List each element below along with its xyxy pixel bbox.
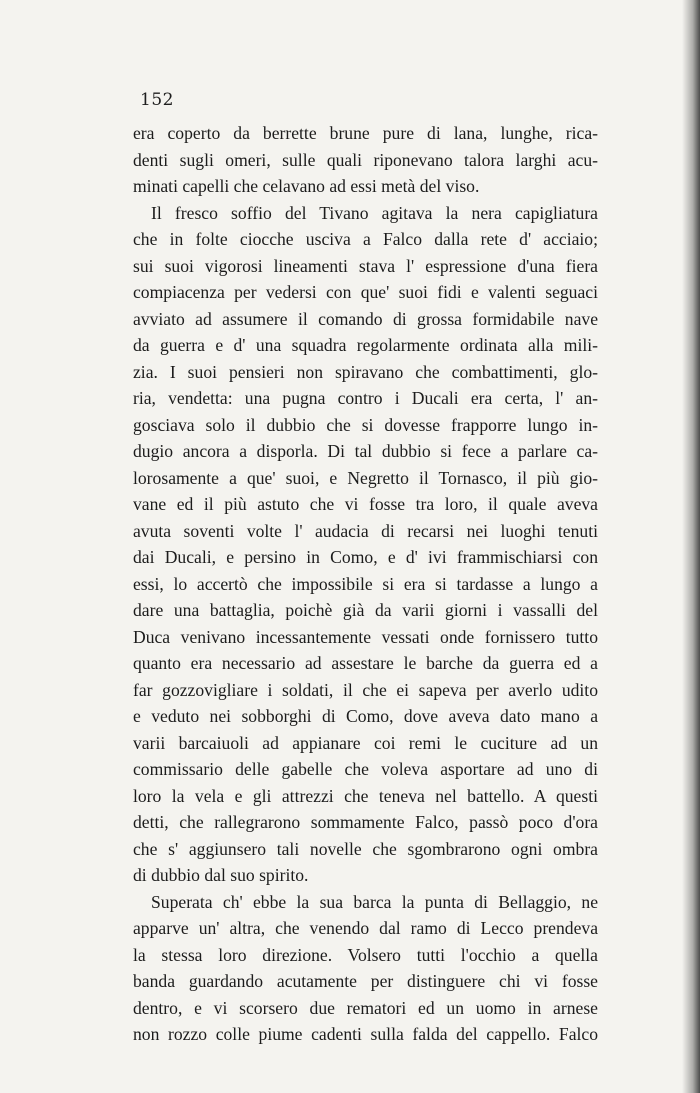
text-line: la stessa loro direzione. Volsero tutti l'occhio a quella [133, 944, 598, 965]
text-line: Il fresco soffio del Tivano agitava la nera capigliatura [151, 202, 598, 223]
text-line: dai Ducali, e persino in Como, e d' ivi frammischiarsi con [133, 547, 598, 567]
text-line: era coperto da berrette brune pure di lana, lunghe, rica- [133, 123, 598, 143]
text-line: dare una battaglia, poichè già da varii giorni i vassalli del [133, 600, 598, 620]
text-line: non rozzo colle piume cadenti sulla falda del cappello. Falco [133, 1024, 598, 1044]
paragraph-1 [133, 120, 598, 200]
text-line: banda guardando acutamente per distinguere chi vi fosse [133, 971, 598, 991]
page-number: 152 [140, 90, 174, 110]
text-line: zia. I suoi pensieri non spiravano che combattimenti, glo- [133, 361, 598, 382]
text-line: compiacenza per vedersi con que' suoi fidi e valenti seguaci [133, 282, 598, 302]
text-line: vane ed il più astuto che vi fosse tra loro, il quale aveva [133, 494, 598, 514]
text-line: quanto era necessario ad assestare le barche da guerra ed a [133, 653, 598, 673]
text-line: di dubbio dal suo spirito. [133, 865, 309, 885]
text-line: che s' aggiunsero tali novelle che sgombrarono ogni ombra [133, 838, 598, 859]
paragraph-3 [133, 889, 598, 1048]
text-line: lorosamente a que' suoi, e Negretto il Tornasco, il più gio- [133, 467, 598, 488]
text-line: sui suoi vigorosi lineamenti stava l' espressione d'una fiera [133, 255, 598, 276]
body-text [133, 120, 598, 1048]
text-line: far gozzovigliare i soldati, il che ei sapeva per averlo udito [133, 679, 598, 700]
text-line: Superata ch' ebbe la sua barca la punta di Bellaggio, ne [151, 891, 598, 912]
text-line: dentro, e vi scorsero due rematori ed un uomo in arnese [133, 997, 598, 1018]
text-line: ria, vendetta: una pugna contro i Ducali era certa, l' an- [133, 388, 598, 408]
text-line: apparve un' altra, che venendo dal ramo di Lecco prendeva [133, 918, 598, 938]
text-line: commissario delle gabelle che voleva asportare ad uno di [133, 759, 598, 779]
text-line: minati capelli che celavano ad essi metà del viso. [133, 176, 480, 196]
text-line: loro la vela e gli attrezzi che teneva nel battello. A questi [133, 785, 598, 806]
text-line: avviato ad assumere il comando di grossa formidabile nave [133, 308, 598, 329]
text-line: essi, lo accertò che impossibile si era si tardasse a lungo a [133, 573, 598, 594]
text-line: avuta soventi volte l' audacia di recarsi nei luoghi tenuti [133, 520, 598, 541]
text-line: dugio ancora a disporla. Di tal dubbio si fece a parlare ca- [133, 441, 598, 461]
text-line: che in folte ciocche usciva a Falco dalla rete d' acciaio; [133, 229, 598, 249]
text-line: varii barcaiuoli ad appianare coi remi le cuciture ad un [133, 732, 598, 753]
text-line: e veduto nei sobborghi di Como, dove aveva dato mano a [133, 706, 598, 726]
paragraph-2 [133, 200, 598, 889]
text-line: gosciava solo il dubbio che si dovesse frapporre lungo in- [133, 414, 598, 435]
page-gutter-shadow [682, 0, 700, 1093]
text-line: Duca venivano incessantemente vessati onde fornissero tutto [133, 626, 598, 647]
text-line: da guerra e d' una squadra regolarmente ordinata alla mili- [133, 335, 598, 355]
text-line: detti, che rallegrarono sommamente Falco, passò poco d'ora [133, 812, 598, 832]
text-line: denti sugli omeri, sulle quali riponevano talora larghi acu- [133, 149, 598, 170]
